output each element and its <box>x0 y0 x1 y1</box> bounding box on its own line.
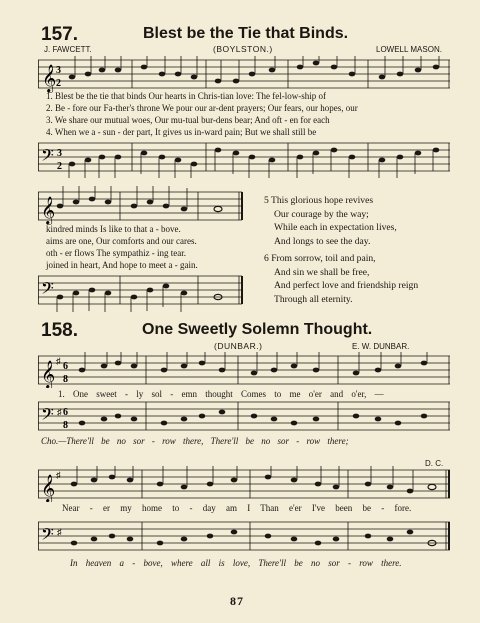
stanza-5-line-3: While each in expectation lives, <box>274 222 397 234</box>
svg-text:𝄢: 𝄢 <box>41 404 54 428</box>
svg-text:6: 6 <box>63 361 68 372</box>
stanza-6-line-2: And sin we shall be free, <box>274 266 370 278</box>
hymn-157-title: Blest be the Tie that Binds. <box>143 25 349 42</box>
svg-text:𝄞: 𝄞 <box>41 196 56 224</box>
svg-text:6: 6 <box>63 407 68 418</box>
hymn-157-bass-staff-1 <box>38 138 452 178</box>
hymn-157-number: 157. <box>41 24 78 45</box>
svg-text:𝄢: 𝄢 <box>41 524 54 548</box>
stanza-6-line-4: Through all eternity. <box>274 293 353 305</box>
hymn-158-verse-line: 1. One sweet - ly sol - emn thought Comes to me o'er and o'er, — <box>58 389 384 399</box>
svg-text:2: 2 <box>56 78 61 89</box>
hymn-157-music-by: LOWELL MASON. <box>376 45 442 54</box>
hymn-157-bass-staff-2 <box>38 270 244 312</box>
svg-text:♯: ♯ <box>57 407 62 417</box>
hymn-157-tune: (BOYLSTON.) <box>213 44 273 54</box>
hymn-157-treble-staff-2 <box>38 186 244 226</box>
hymn-158-number: 158. <box>41 320 78 341</box>
hymn-157-verse-1-line: 1. Blest be the tie that binds Our hearts in Chris-tian love: The fel-low-ship of <box>46 91 327 101</box>
hymn-157-verse-4-end: joined in heart, And hope to meet a - gain. <box>46 260 198 270</box>
svg-text:2: 2 <box>57 161 62 172</box>
stanza-5-line-1: 5 This glorious hope revives <box>264 195 374 206</box>
da-capo-marking: D. C. <box>425 459 444 468</box>
svg-text:3: 3 <box>56 65 61 76</box>
stanza-5-line-4: And longs to see the day. <box>274 235 371 247</box>
stanza-5-line-2: Our courage by the way; <box>274 208 369 220</box>
svg-text:8: 8 <box>63 420 68 431</box>
hymn-157-verse-3-line: 3. We share our mutual woes, Our mu-tual bur-dens bear; And oft - en for each <box>46 115 330 125</box>
hymn-158-treble-staff-1 <box>38 352 452 388</box>
hymn-158-treble-staff-2 <box>38 466 452 502</box>
hymn-157-verse-1-end: kindred minds Is like to that a - bove. <box>46 224 181 234</box>
svg-text:8: 8 <box>63 374 68 385</box>
svg-text:𝄢: 𝄢 <box>41 278 54 302</box>
hymn-157-stanza-5 <box>264 194 397 248</box>
hymn-158-bass-staff-1 <box>38 398 452 434</box>
svg-text:3: 3 <box>57 148 62 159</box>
hymn-158-verse-line-2: Near - er my home to - day am I Than e'er I've been be - fore. <box>62 503 412 513</box>
svg-text:𝄢: 𝄢 <box>41 145 54 169</box>
hymn-158-title: One Sweetly Solemn Thought. <box>142 321 373 338</box>
svg-text:♯: ♯ <box>56 356 61 366</box>
svg-text:♯: ♯ <box>56 470 61 480</box>
svg-text:𝄞: 𝄞 <box>42 64 57 92</box>
hymn-158-bass-staff-2 <box>38 514 452 554</box>
hymn-157-verse-2-line: 2. Be - fore our Fa-ther's throne We pour our ar-dent prayers; Our fears, our hopes, our <box>46 103 358 113</box>
svg-text:𝄞: 𝄞 <box>41 360 56 388</box>
hymn-157-verse-4-line: 4. When we a - sun - der part, It gives us in-ward pain; But we shall still be <box>46 127 317 137</box>
svg-text:♯: ♯ <box>57 527 62 537</box>
hymn-157-stanza-6 <box>264 252 418 306</box>
hymn-158-music-by: E. W. DUNBAR. <box>352 342 410 351</box>
hymn-158-tune: (DUNBAR.) <box>214 341 263 351</box>
hymn-157-verse-3-end: oth - er flows The sympathiz - ing tear. <box>46 248 187 258</box>
svg-text:𝄞: 𝄞 <box>41 474 56 502</box>
hymn-158-chorus-line-2: In heaven a - bove, where all is love, There'll be no sor - row there. <box>70 558 402 568</box>
hymn-157-words-by: J. FAWCETT. <box>44 45 92 54</box>
stanza-6-line-3: And perfect love and friendship reign <box>274 280 419 292</box>
stanza-6-line-1: 6 From sorrow, toil and pain, <box>264 253 376 264</box>
hymn-158-chorus-line: Cho.—There'll be no sor - row there, There'll be no sor - row there; <box>41 436 349 446</box>
hymn-157-verse-2-end: aims are one, Our comforts and our cares. <box>46 236 197 246</box>
page-number: 87 <box>230 594 244 608</box>
